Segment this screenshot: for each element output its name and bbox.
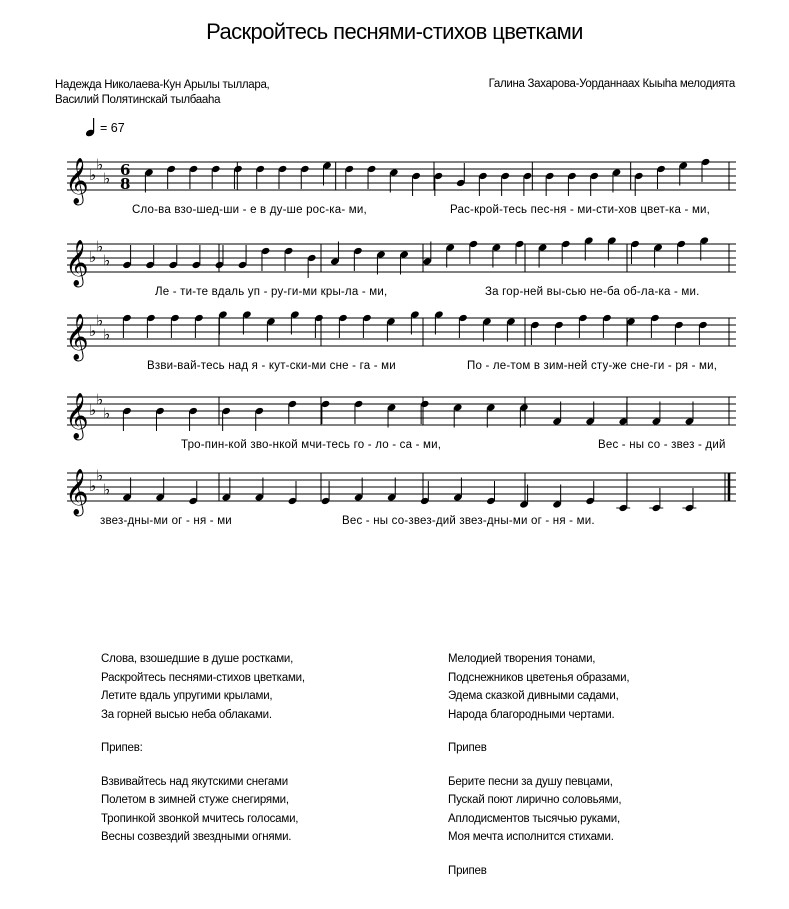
lyrics-line: звез-дны-ми ог - ня - ми	[100, 515, 232, 527]
verse-line: Тропинкой звонкой мчитесь голосами,	[101, 812, 299, 825]
staff	[55, 461, 737, 521]
verse-line: За горней высью неба облаками.	[101, 708, 272, 721]
verse-line: Народа благородными чертами.	[448, 708, 615, 721]
tempo-marking	[84, 116, 144, 138]
lyrics-line: Тро-пин-кой зво-нкой мчи-тесь го - ло - са - ми,	[181, 439, 442, 451]
verse-line: Мелодией творения тонами,	[448, 653, 596, 665]
tempo-value: = 67	[100, 121, 125, 135]
verse-line	[448, 724, 629, 739]
lyrics-line: Взви-вай-тесь над я - кут-ски-ми сне - га - ми	[147, 360, 396, 372]
flat-icon: ♭	[103, 251, 111, 270]
flat-icon: ♭	[103, 325, 111, 344]
lyrics-line: Вес - ны со - звез - дий	[598, 439, 726, 451]
staff	[55, 150, 737, 210]
flat-icon: ♭	[103, 169, 111, 188]
verses-right-column	[448, 650, 629, 880]
treble-clef-icon: 𝄞	[65, 158, 89, 204]
song-title: Раскройтесь песнями-стихов цветками	[206, 19, 583, 44]
flat-icon: ♭	[103, 480, 111, 499]
lyrics-line: За гор-ней вы-сью не-ба об-ла-ка - ми.	[485, 286, 700, 298]
verse-line: Пускай поют лирично соловьями,	[448, 794, 622, 806]
time-signature-numerator: 6	[120, 161, 131, 179]
verse-line: Подснежников цветенья образами,	[448, 671, 630, 684]
lyricists-credit	[55, 78, 269, 108]
staff	[55, 306, 737, 366]
treble-clef-icon: 𝄞	[65, 314, 89, 360]
verse-line	[101, 758, 305, 773]
chorus-label: Припев	[448, 864, 487, 877]
music-system-3	[55, 306, 737, 381]
flat-icon: ♭	[89, 477, 97, 495]
verse-line: Берите песни за душу певцами,	[448, 775, 613, 788]
verse-line: Раскройтесь песнями-стихов цветками,	[101, 671, 305, 684]
music-system-1	[55, 150, 737, 225]
verse-line: Весны созвездий звездными огнями.	[101, 831, 292, 843]
chorus-label: Припев	[448, 742, 487, 754]
lyrics-line: Вес - ны со-звез-дий звез-дны-ми ог - ня - ми.	[342, 515, 595, 527]
flat-icon: ♭	[89, 322, 97, 340]
quarter-note-icon	[84, 116, 100, 138]
composer-credit: Галина Захарова-Уорданнаах Кыыһа мелодията	[488, 78, 735, 90]
verse-line: Полетом в зимней стуже снегирями,	[101, 794, 289, 806]
music-system-4	[55, 385, 737, 460]
lyricist-line: Надежда Николаева-Кун Арылы тыллара,	[55, 79, 270, 91]
lyrics-line: Рас-крой-тесь пес-ня - ми-сти-хов цвет-ка - ми,	[450, 204, 711, 216]
music-system-2	[55, 232, 737, 307]
staff	[55, 385, 737, 445]
flat-icon: ♭	[96, 155, 104, 174]
treble-clef-icon: 𝄞	[65, 469, 89, 515]
flat-icon: ♭	[96, 466, 104, 485]
verse-line: Моя мечта исполнится стихами.	[448, 831, 614, 843]
verse-line	[448, 847, 629, 862]
flat-icon: ♭	[103, 404, 111, 423]
flat-icon: ♭	[89, 166, 97, 184]
flat-icon: ♭	[89, 401, 97, 419]
treble-clef-icon: 𝄞	[65, 240, 89, 286]
chorus-label: Припев:	[101, 742, 143, 754]
verse-line	[101, 724, 305, 739]
translator-line: Василий Полятинскай тылбааһа	[55, 94, 221, 106]
verse-line	[448, 758, 629, 773]
flat-icon: ♭	[96, 390, 104, 409]
verse-line: Слова, взошедшие в душе ростками,	[101, 653, 294, 665]
music-system-5	[55, 461, 737, 536]
lyrics-line: Ле - ти-те вдаль уп - ру-ги-ми кры-ла - ми,	[155, 286, 388, 298]
lyrics-line: Сло-ва взо-шед-ши - е в ду-ше рос-ка- ми,	[132, 204, 367, 216]
flat-icon: ♭	[96, 311, 104, 330]
verse-line: Эдема сказкой дивными садами,	[448, 690, 619, 702]
verses-left-column	[101, 650, 305, 847]
time-signature-denominator: 8	[120, 175, 131, 193]
flat-icon: ♭	[96, 237, 104, 256]
verse-line: Летите вдаль упругими крылами,	[101, 690, 273, 702]
lyrics-line: По - ле-том в зим-ней сту-же сне-ги - ря - ми,	[467, 360, 718, 372]
staff	[55, 232, 737, 292]
verse-line: Аплодисментов тысячью руками,	[448, 812, 620, 825]
verse-line: Взвивайтесь над якутскими снегами	[101, 775, 288, 788]
flat-icon: ♭	[89, 248, 97, 266]
treble-clef-icon: 𝄞	[65, 393, 89, 439]
